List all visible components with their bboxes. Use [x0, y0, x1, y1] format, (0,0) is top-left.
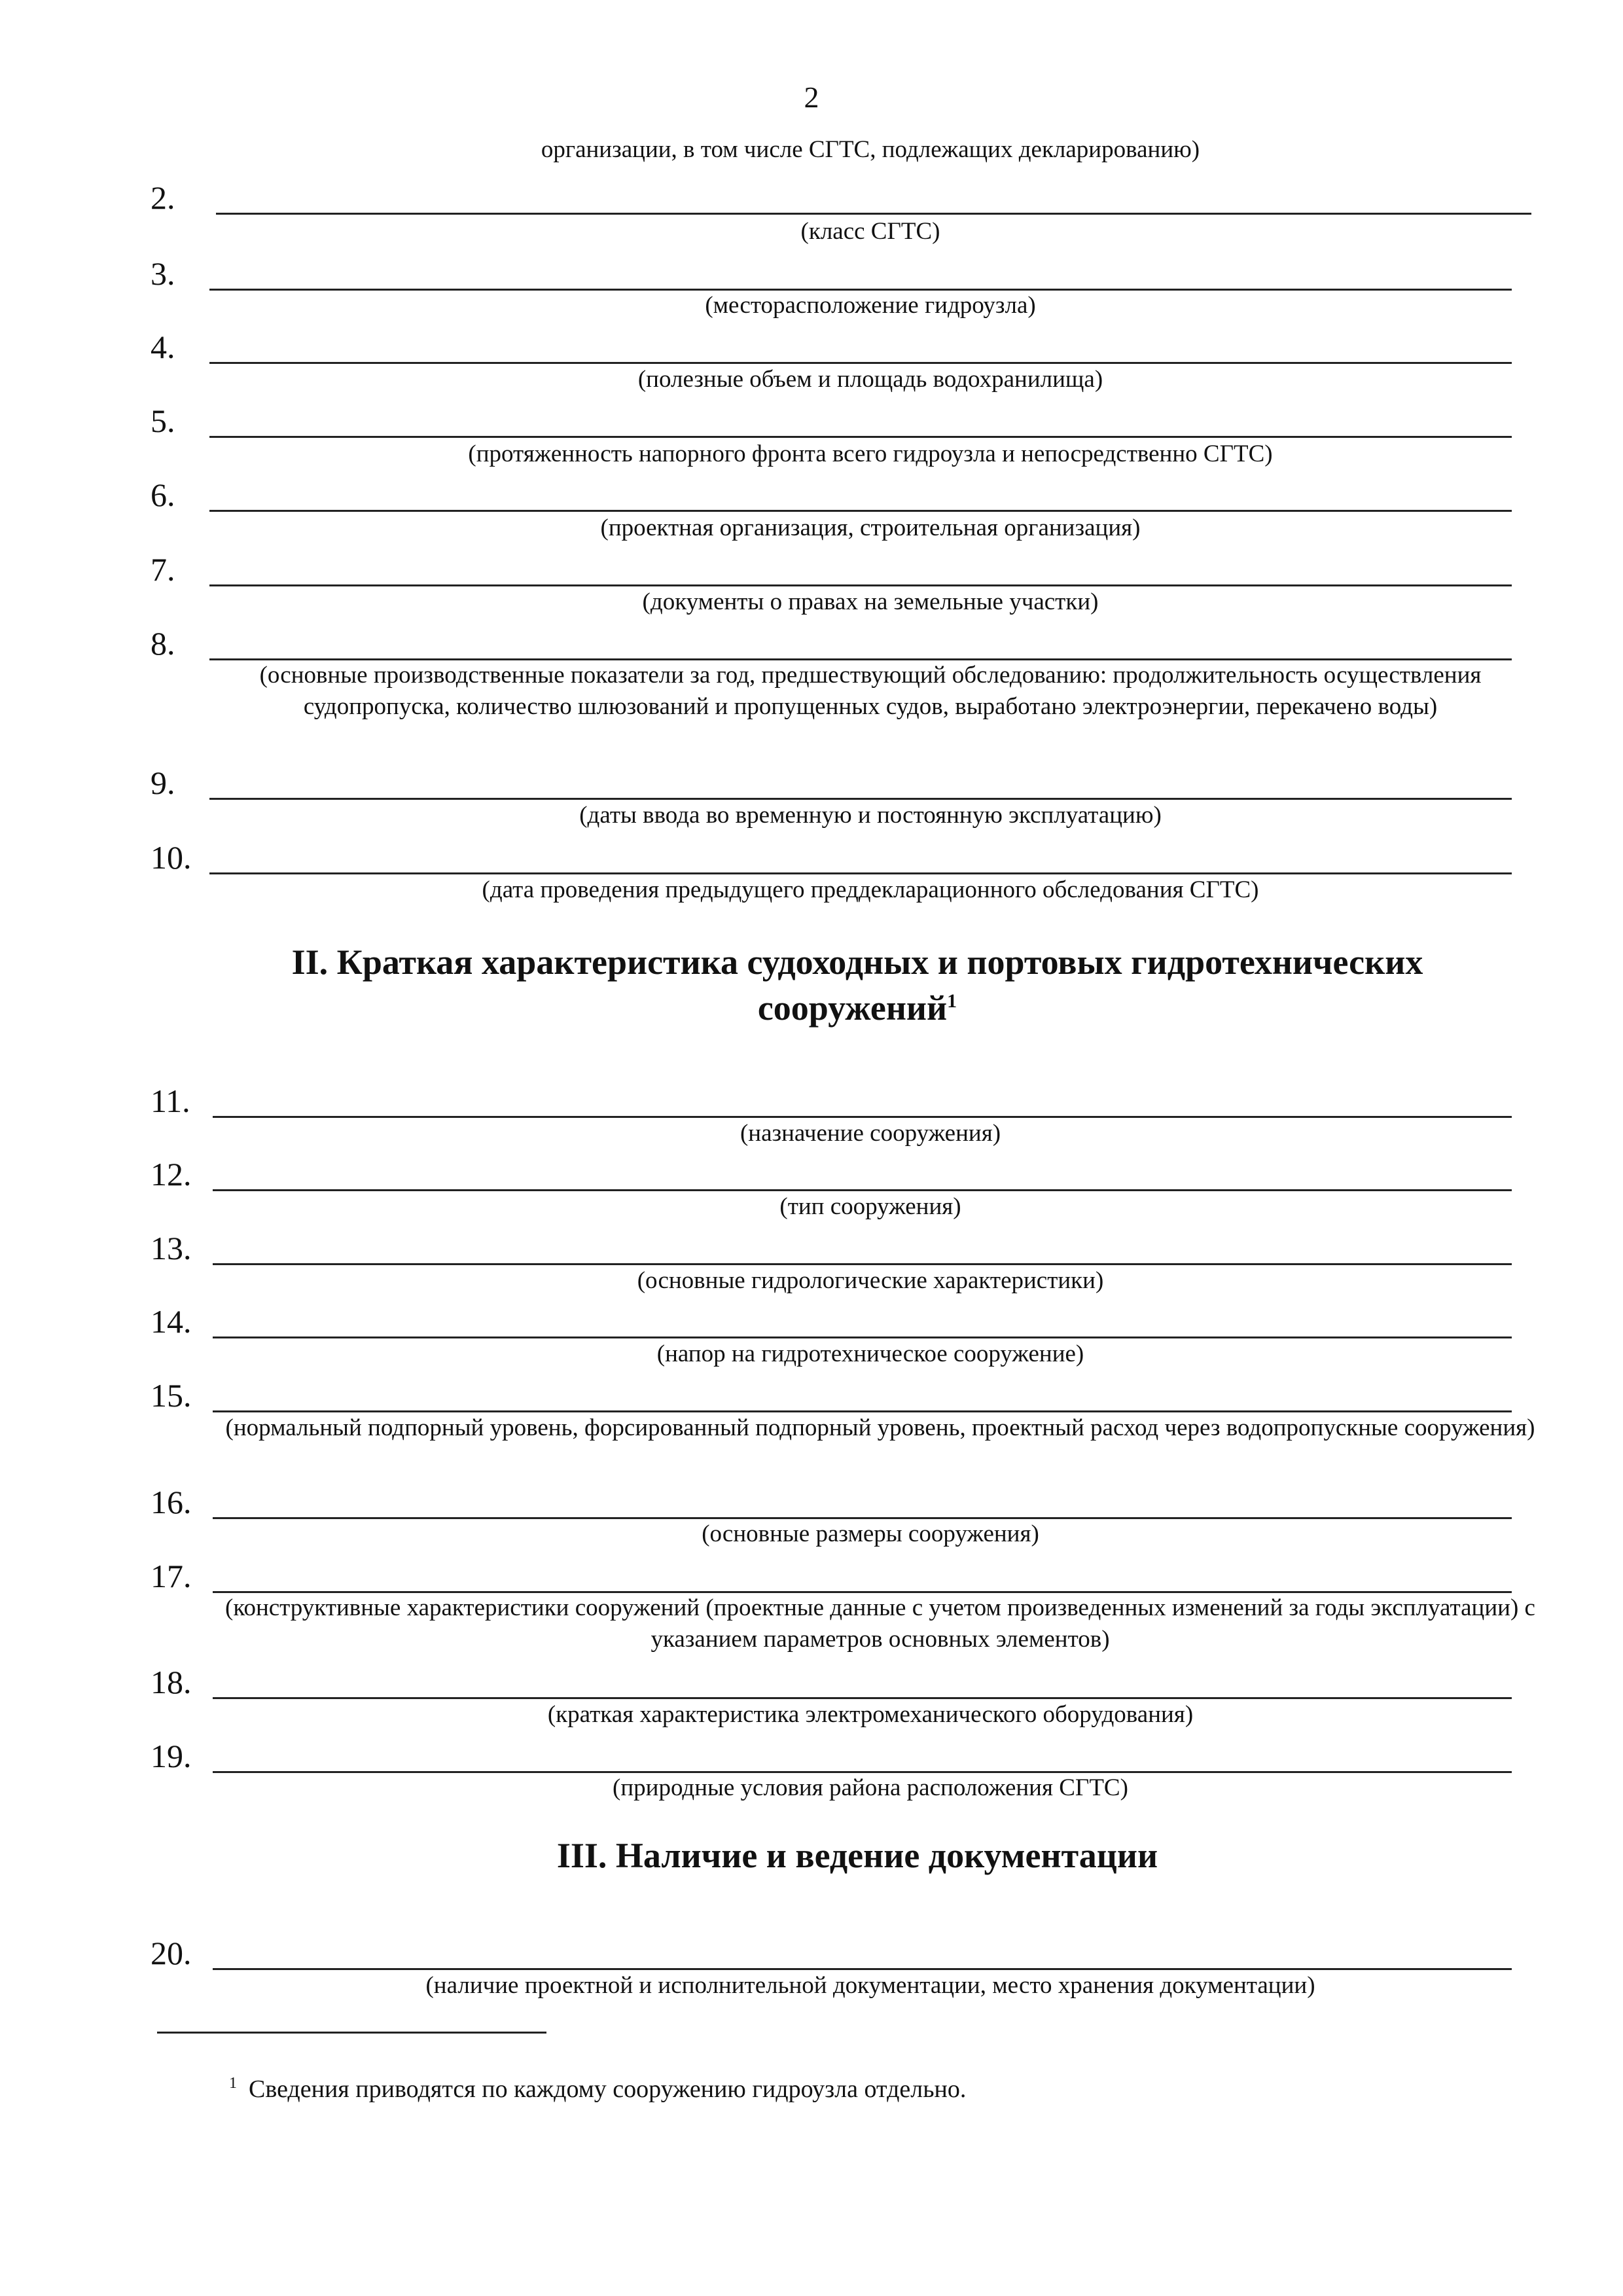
field-number: 13.: [151, 1230, 192, 1266]
form-field-20: [151, 1929, 1531, 1971]
form-field-18: [151, 1659, 1531, 1700]
section-2-title-line2-wrap: [157, 985, 1558, 1031]
field-caption: (протяженность напорного фронта всего гидроузла и непосредственно СГТС): [468, 440, 1273, 467]
field-number: 17.: [151, 1558, 192, 1594]
form-field-5: [151, 397, 1531, 439]
field-number: 18.: [151, 1664, 192, 1700]
fill-line[interactable]: [209, 436, 1512, 438]
section-2-title-line2: сооружений: [757, 988, 948, 1028]
field-caption: (нормальный подпорный уровень, форсированный подпорный уровень, проектный расход через водопропускные сооружения): [225, 1414, 1535, 1441]
field-caption: (полезные объем и площадь водохранилища): [637, 366, 1103, 393]
fill-line[interactable]: [216, 213, 1531, 215]
fill-line[interactable]: [209, 510, 1512, 512]
page-number: 2: [804, 81, 819, 114]
form-field-17: [151, 1552, 1531, 1594]
section-2-title-line1: II. Краткая характеристика судоходных и портовых гидротехнических: [291, 942, 1423, 982]
field-number: 6.: [151, 476, 175, 513]
field-caption: (конструктивные характеристики сооружений (проектные данные с учетом произведенных изменений за годы эксплуатации) с указанием параметров основных элементов): [225, 1594, 1535, 1653]
field-number: 7.: [151, 551, 175, 588]
form-field-7: [151, 546, 1531, 588]
footnote-separator: [157, 2032, 546, 2034]
form-field-12: [151, 1151, 1531, 1193]
field-number: 14.: [151, 1303, 192, 1340]
field-caption: (краткая характеристика электромеханического оборудования): [547, 1701, 1194, 1728]
form-field-14: [151, 1298, 1531, 1340]
field-number: 11.: [151, 1083, 190, 1119]
field-number: 9.: [151, 764, 175, 801]
footnote-reference: 1: [947, 990, 957, 1012]
form-field-16: [151, 1479, 1531, 1520]
field-number: 16.: [151, 1484, 192, 1520]
field-caption: (напор на гидротехническое сооружение): [656, 1340, 1084, 1367]
form-field-19: [151, 1732, 1531, 1774]
form-field-10: [151, 834, 1531, 876]
field-number: 8.: [151, 625, 175, 662]
form-field-11: [151, 1077, 1531, 1119]
section-2-heading: [157, 939, 1558, 1031]
field-number: 12.: [151, 1156, 192, 1193]
field-number: 4.: [151, 329, 175, 365]
field-caption: (дата проведения предыдущего преддекларационного обследования СГТС): [482, 876, 1259, 903]
field-number: 3.: [151, 255, 175, 292]
field-number: 19.: [151, 1738, 192, 1774]
field-caption: (основные размеры сооружения): [702, 1520, 1039, 1547]
footnote-text: Сведения приводятся по каждому сооружению гидроузла отдельно.: [249, 2075, 967, 2103]
field-number: 2.: [151, 179, 175, 216]
form-field-9: [151, 759, 1531, 801]
intro-caption: организации, в том числе СГТС, подлежащих декларированию): [541, 136, 1200, 163]
field-caption: (природные условия района расположения СГТС): [613, 1774, 1128, 1801]
section-3-heading: III. Наличие и ведение документации: [556, 1836, 1158, 1875]
field-caption: (месторасположение гидроузла): [705, 292, 1036, 319]
field-caption: (документы о правах на земельные участки): [642, 588, 1099, 615]
field-caption: (основные гидрологические характеристики): [637, 1267, 1104, 1294]
footnote: [229, 2075, 966, 2104]
field-caption: (проектная организация, строительная организация): [600, 514, 1141, 541]
field-number: 15.: [151, 1377, 192, 1414]
form-field-6: [151, 471, 1531, 513]
field-caption: (основные производственные показатели за год, предшествующий обследованию: продолжительность осуществления судопропуска, количество шлюзований и пропущенных судов, выработано электроэнергии, перекачено воды): [259, 662, 1482, 720]
form-field-13: [151, 1225, 1531, 1266]
field-caption: (назначение сооружения): [740, 1120, 1001, 1147]
footnote-mark: 1: [229, 2075, 237, 2092]
form-field-3: [151, 250, 1531, 292]
form-field-2: [151, 174, 1531, 216]
field-number: 20.: [151, 1935, 192, 1971]
field-caption: (наличие проектной и исполнительной документации, место хранения документации): [425, 1972, 1315, 1999]
form-field-4: [151, 323, 1531, 365]
field-caption: (тип сооружения): [779, 1193, 961, 1220]
field-number: 5.: [151, 403, 175, 439]
field-caption: (даты ввода во временную и постоянную эксплуатацию): [579, 802, 1162, 829]
field-number: 10.: [151, 839, 192, 876]
field-caption: (класс СГТС): [800, 218, 940, 245]
form-field-8: [151, 620, 1531, 662]
form-field-15: [151, 1372, 1531, 1414]
